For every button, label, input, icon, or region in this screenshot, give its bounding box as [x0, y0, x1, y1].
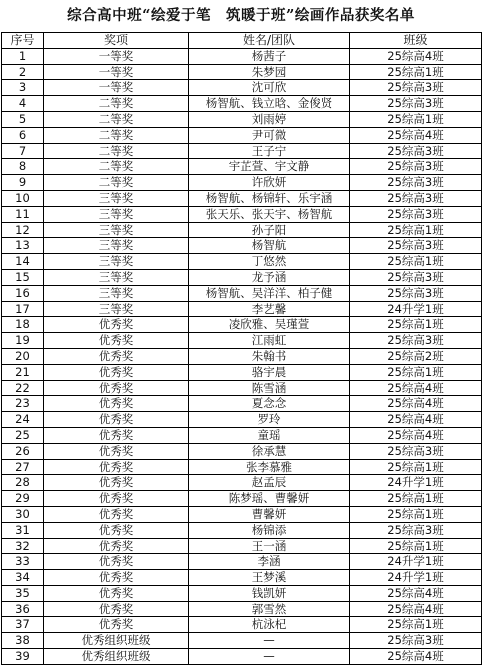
class-cell: 25综高1班: [350, 254, 482, 270]
row-number-cell: 7: [2, 143, 44, 159]
prize-cell: 优秀奖: [44, 570, 189, 586]
name-team-cell: 张李慕雅: [189, 459, 350, 475]
name-team-cell: 曹馨妍: [189, 506, 350, 522]
table-row: [2, 554, 482, 570]
row-number-cell: 21: [2, 364, 44, 380]
prize-cell: 二等奖: [44, 159, 189, 175]
class-cell: 25综高1班: [350, 64, 482, 80]
prize-cell: 优秀奖: [44, 601, 189, 617]
row-number-cell: 28: [2, 475, 44, 491]
class-cell: 25综高1班: [350, 111, 482, 127]
prize-cell: 三等奖: [44, 206, 189, 222]
prize-cell: 一等奖: [44, 64, 189, 80]
name-team-cell: 刘雨婷: [189, 111, 350, 127]
prize-cell: 三等奖: [44, 301, 189, 317]
row-number-cell: 32: [2, 538, 44, 554]
page-title: 综合高中班“绘爱于笔 筑暖于班”绘画作品获奖名单: [67, 7, 415, 24]
table-row: [2, 649, 482, 665]
class-cell: 25综高1班: [350, 222, 482, 238]
name-team-cell: 张天乐、张天宇、杨智航: [189, 206, 350, 222]
name-team-cell: 杭泳杞: [189, 617, 350, 633]
prize-cell: 优秀奖: [44, 427, 189, 443]
prize-cell: 三等奖: [44, 285, 189, 301]
table-row: [2, 190, 482, 206]
table-row: [2, 222, 482, 238]
table-row: [2, 601, 482, 617]
prize-cell: 三等奖: [44, 254, 189, 270]
name-team-cell: 王一涵: [189, 538, 350, 554]
name-team-cell: 龙予涵: [189, 269, 350, 285]
prize-cell: 二等奖: [44, 127, 189, 143]
name-team-cell: 王梦溪: [189, 570, 350, 586]
prize-cell: 三等奖: [44, 269, 189, 285]
row-number-cell: 25: [2, 427, 44, 443]
table-row: [2, 111, 482, 127]
table-row: [2, 348, 482, 364]
row-number-cell: 9: [2, 175, 44, 191]
row-number-cell: 6: [2, 127, 44, 143]
table-row: [2, 80, 482, 96]
table-row: [2, 475, 482, 491]
row-number-cell: 4: [2, 96, 44, 112]
row-number-cell: 29: [2, 491, 44, 507]
prize-cell: 二等奖: [44, 143, 189, 159]
prize-cell: 优秀奖: [44, 348, 189, 364]
row-number-cell: 12: [2, 222, 44, 238]
name-team-cell: —: [189, 633, 350, 649]
header-number: 序号: [2, 33, 44, 49]
prize-cell: 优秀奖: [44, 333, 189, 349]
prize-cell: 三等奖: [44, 238, 189, 254]
table-row: [2, 285, 482, 301]
name-team-cell: 朱翰书: [189, 348, 350, 364]
row-number-cell: 33: [2, 554, 44, 570]
table-row: [2, 64, 482, 80]
class-cell: 25综高3班: [350, 80, 482, 96]
name-team-cell: 孙子阳: [189, 222, 350, 238]
table-row: [2, 301, 482, 317]
class-cell: 25综高4班: [350, 48, 482, 64]
name-team-cell: 杨茜子: [189, 48, 350, 64]
table-row: [2, 238, 482, 254]
row-number-cell: 15: [2, 269, 44, 285]
name-team-cell: 杨锦添: [189, 522, 350, 538]
row-number-cell: 39: [2, 649, 44, 665]
class-cell: 25综高3班: [350, 190, 482, 206]
class-cell: 25综高4班: [350, 427, 482, 443]
class-cell: 25综高3班: [350, 269, 482, 285]
row-number-cell: 38: [2, 633, 44, 649]
name-team-cell: 徐承慧: [189, 443, 350, 459]
class-cell: 25综高2班: [350, 348, 482, 364]
name-team-cell: 杨智航: [189, 238, 350, 254]
table-row: [2, 48, 482, 64]
table-row: [2, 317, 482, 333]
class-cell: 24升学1班: [350, 475, 482, 491]
name-team-cell: 杨智航、吴洋洋、柏子健: [189, 285, 350, 301]
prize-cell: 优秀奖: [44, 522, 189, 538]
class-cell: 25综高3班: [350, 206, 482, 222]
prize-cell: 优秀奖: [44, 617, 189, 633]
name-team-cell: 郭雪然: [189, 601, 350, 617]
row-number-cell: 36: [2, 601, 44, 617]
table-row: [2, 254, 482, 270]
prize-cell: 优秀奖: [44, 380, 189, 396]
row-number-cell: 10: [2, 190, 44, 206]
table-row: [2, 143, 482, 159]
header-name-team: 姓名/团队: [189, 33, 350, 49]
prize-cell: 三等奖: [44, 222, 189, 238]
row-number-cell: 13: [2, 238, 44, 254]
table-row: [2, 269, 482, 285]
row-number-cell: 30: [2, 506, 44, 522]
header-prize: 奖项: [44, 33, 189, 49]
prize-cell: 优秀奖: [44, 459, 189, 475]
row-number-cell: 31: [2, 522, 44, 538]
prize-cell: 优秀奖: [44, 538, 189, 554]
class-cell: 25综高3班: [350, 522, 482, 538]
class-cell: 25综高3班: [350, 143, 482, 159]
class-cell: 25综高4班: [350, 601, 482, 617]
prize-cell: 优秀奖: [44, 396, 189, 412]
table-row: [2, 206, 482, 222]
table-row: [2, 175, 482, 191]
class-cell: 25综高1班: [350, 317, 482, 333]
row-number-cell: 37: [2, 617, 44, 633]
table-row: [2, 522, 482, 538]
class-cell: 25综高1班: [350, 506, 482, 522]
table-row: [2, 412, 482, 428]
prize-cell: 优秀奖: [44, 364, 189, 380]
prize-cell: 二等奖: [44, 175, 189, 191]
table-row: [2, 364, 482, 380]
prize-cell: 优秀组织班级: [44, 633, 189, 649]
class-cell: 25综高1班: [350, 617, 482, 633]
table-row: [2, 380, 482, 396]
row-number-cell: 23: [2, 396, 44, 412]
table-row: [2, 333, 482, 349]
class-cell: 25综高4班: [350, 396, 482, 412]
class-cell: 25综高3班: [350, 443, 482, 459]
class-cell: 24升学1班: [350, 570, 482, 586]
prize-cell: 优秀组织班级: [44, 649, 189, 665]
table-row: [2, 617, 482, 633]
name-team-cell: 李艺馨: [189, 301, 350, 317]
class-cell: 25综高3班: [350, 96, 482, 112]
class-cell: 25综高1班: [350, 538, 482, 554]
prize-cell: 优秀奖: [44, 475, 189, 491]
name-team-cell: 江雨虹: [189, 333, 350, 349]
row-number-cell: 34: [2, 570, 44, 586]
awards-table: [1, 32, 482, 665]
table-header-row: [2, 33, 482, 49]
prize-cell: 优秀奖: [44, 443, 189, 459]
row-number-cell: 19: [2, 333, 44, 349]
row-number-cell: 26: [2, 443, 44, 459]
name-team-cell: 杨智航、钱立晗、金俊贤: [189, 96, 350, 112]
table-row: [2, 570, 482, 586]
table-row: [2, 396, 482, 412]
prize-cell: 优秀奖: [44, 317, 189, 333]
class-cell: 25综高4班: [350, 127, 482, 143]
table-row: [2, 491, 482, 507]
table-row: [2, 96, 482, 112]
row-number-cell: 1: [2, 48, 44, 64]
table-row: [2, 427, 482, 443]
row-number-cell: 22: [2, 380, 44, 396]
class-cell: 25综高4班: [350, 585, 482, 601]
class-cell: 25综高4班: [350, 412, 482, 428]
name-team-cell: 李涵: [189, 554, 350, 570]
name-team-cell: 丁悠然: [189, 254, 350, 270]
row-number-cell: 24: [2, 412, 44, 428]
table-row: [2, 159, 482, 175]
prize-cell: 三等奖: [44, 190, 189, 206]
prize-cell: 一等奖: [44, 80, 189, 96]
class-cell: 25综高1班: [350, 459, 482, 475]
name-team-cell: 朱梦园: [189, 64, 350, 80]
row-number-cell: 17: [2, 301, 44, 317]
name-team-cell: —: [189, 649, 350, 665]
row-number-cell: 2: [2, 64, 44, 80]
class-cell: 25综高3班: [350, 633, 482, 649]
prize-cell: 优秀奖: [44, 554, 189, 570]
class-cell: 25综高3班: [350, 333, 482, 349]
row-number-cell: 11: [2, 206, 44, 222]
table-row: [2, 585, 482, 601]
name-team-cell: 童瑶: [189, 427, 350, 443]
row-number-cell: 27: [2, 459, 44, 475]
class-cell: 25综高1班: [350, 364, 482, 380]
header-class: 班级: [350, 33, 482, 49]
name-team-cell: 钱凯妍: [189, 585, 350, 601]
prize-cell: 优秀奖: [44, 506, 189, 522]
class-cell: 24升学1班: [350, 301, 482, 317]
class-cell: 25综高3班: [350, 285, 482, 301]
row-number-cell: 35: [2, 585, 44, 601]
class-cell: 25综高1班: [350, 491, 482, 507]
name-team-cell: 沈可欣: [189, 80, 350, 96]
prize-cell: 二等奖: [44, 96, 189, 112]
class-cell: 25综高3班: [350, 238, 482, 254]
name-team-cell: 王子宁: [189, 143, 350, 159]
name-team-cell: 赵孟辰: [189, 475, 350, 491]
row-number-cell: 3: [2, 80, 44, 96]
name-team-cell: 宇芷萱、宇文静: [189, 159, 350, 175]
name-team-cell: 杨智航、杨锦轩、乐宇涵: [189, 190, 350, 206]
row-number-cell: 8: [2, 159, 44, 175]
row-number-cell: 5: [2, 111, 44, 127]
row-number-cell: 16: [2, 285, 44, 301]
name-team-cell: 骆宇晨: [189, 364, 350, 380]
name-team-cell: 夏念念: [189, 396, 350, 412]
class-cell: 25综高4班: [350, 649, 482, 665]
class-cell: 25综高3班: [350, 175, 482, 191]
row-number-cell: 14: [2, 254, 44, 270]
name-team-cell: 陈梦瑶、曹馨妍: [189, 491, 350, 507]
class-cell: 25综高4班: [350, 380, 482, 396]
prize-cell: 优秀奖: [44, 585, 189, 601]
row-number-cell: 18: [2, 317, 44, 333]
prize-cell: 优秀奖: [44, 491, 189, 507]
name-team-cell: 尹可微: [189, 127, 350, 143]
table-row: [2, 633, 482, 649]
table-row: [2, 127, 482, 143]
prize-cell: 一等奖: [44, 48, 189, 64]
table-row: [2, 538, 482, 554]
name-team-cell: 许欣妍: [189, 175, 350, 191]
table-row: [2, 506, 482, 522]
class-cell: 25综高3班: [350, 159, 482, 175]
table-row: [2, 443, 482, 459]
prize-cell: 二等奖: [44, 111, 189, 127]
table-body: [2, 48, 482, 664]
prize-cell: 优秀奖: [44, 412, 189, 428]
class-cell: 24升学1班: [350, 554, 482, 570]
name-team-cell: 陈雪涵: [189, 380, 350, 396]
row-number-cell: 20: [2, 348, 44, 364]
name-team-cell: 凌欣雅、吴瑾萱: [189, 317, 350, 333]
table-row: [2, 459, 482, 475]
name-team-cell: 罗玲: [189, 412, 350, 428]
